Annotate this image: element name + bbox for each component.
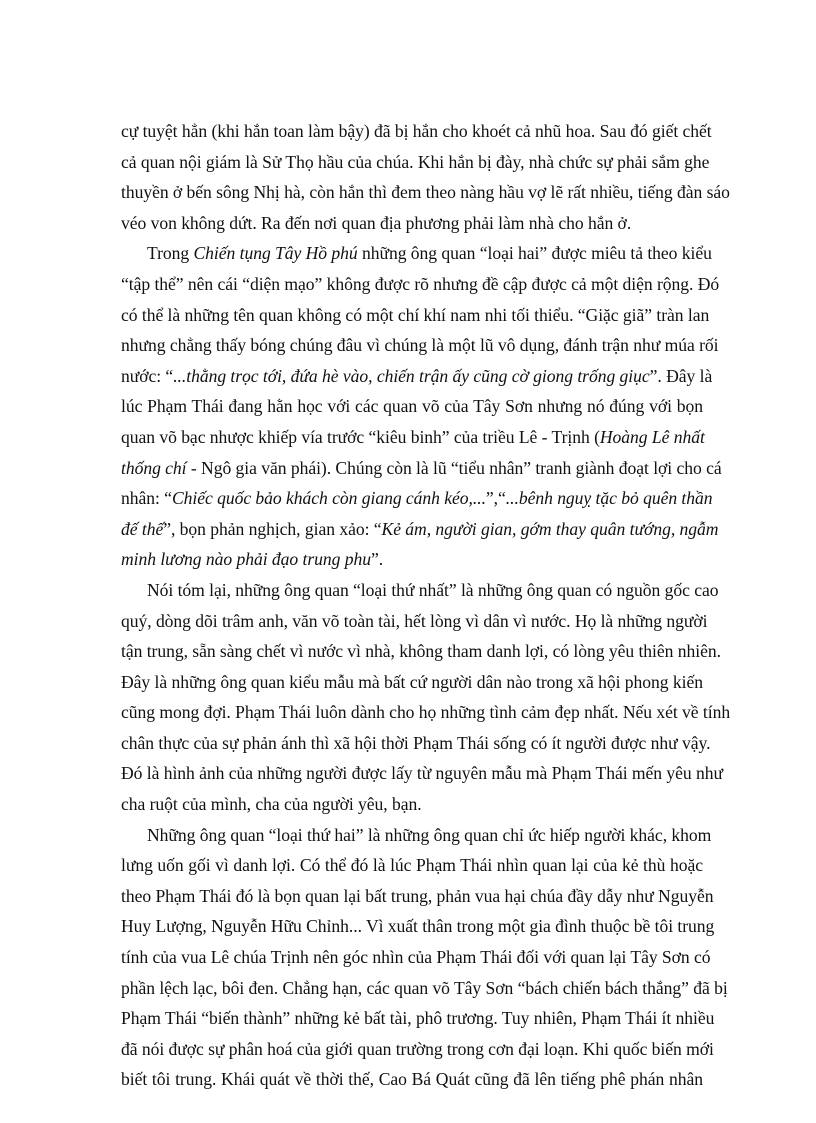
italic-text-segment: đế thế [121, 518, 164, 539]
text-segment: véo von không dứt. Ra đến nơi quan địa phương phải làm nhà cho hắn ở. [121, 212, 632, 233]
text-line [121, 758, 723, 789]
text-segment: Trong [147, 243, 194, 264]
text-segment: nhân: “ [121, 488, 172, 509]
text-line [121, 728, 711, 759]
text-segment: Những ông quan “loại thứ hai” là những ông quan chỉ ức hiếp người khác, khom [147, 824, 712, 845]
text-line [121, 881, 714, 912]
text-line [121, 116, 712, 147]
italic-text-segment: Hoàng Lê nhất [599, 426, 705, 447]
text-segment: Đó là hình ảnh của những người được lấy từ nguyên mẫu mà Phạm Thái mến yêu như [121, 763, 723, 784]
text-segment: ”, bọn phản nghịch, gian xảo: “ [163, 518, 382, 539]
text-line [121, 544, 703, 575]
text-line [121, 697, 731, 728]
text-line [121, 269, 720, 300]
text-segment: ”,“ [485, 488, 506, 509]
text-line [121, 453, 722, 484]
text-segment: theo Phạm Thái đó là bọn quan lại bất trung, phản vua hại chúa đầy dẫy như Nguyễn [121, 885, 714, 906]
text-segment: cũng mong đợi. Phạm Thái luôn dành cho họ những tình cảm đẹp nhất. Nếu xét về tính [121, 702, 731, 723]
text-line [121, 300, 710, 331]
text-line [121, 606, 708, 637]
text-line [121, 177, 730, 208]
text-segment: có thể là những tên quan không có một chí khí nam nhi tối thiểu. “Giặc giã” tràn lan [121, 304, 710, 325]
text-line [121, 636, 721, 667]
text-line [121, 973, 728, 1004]
text-segment: cự tuyệt hẳn (khi hắn toan làm bậy) đã bị hắn cho khoét cả nhũ hoa. Sau đó giết chết [121, 121, 712, 141]
text-segment: tính của vua Lê chúa Trịnh nên góc nhìn của Phạm Thái đối với quan lại Tây Sơn có [121, 947, 711, 968]
italic-text-segment: Chiến tụng Tây Hồ phú [193, 243, 358, 264]
text-line [121, 850, 703, 881]
text-segment: biết tôi trung. Khái quát về thời thế, Cao Bá Quát cũng đã lên tiếng phê phán nhân [121, 1069, 703, 1090]
text-line [121, 391, 703, 422]
text-segment: những ông quan “loại hai” được miêu tả theo kiểu [357, 243, 712, 264]
text-line [121, 483, 713, 514]
text-line [121, 208, 703, 239]
text-segment: “tập thể” nên cái “diện mạo” không được rõ nhưng đề cập được cả một diện rộng. Đó [121, 273, 720, 294]
document-page [121, 116, 731, 1095]
text-line [121, 575, 719, 606]
text-segment: thuyền ở bến sông Nhị hà, còn hắn thì đem theo nàng hầu vợ lẽ rất nhiều, tiếng đàn sáo [121, 182, 730, 203]
text-segment: cha ruột của mình, cha của người yêu, bạn. [121, 794, 422, 815]
text-line [121, 1003, 715, 1034]
text-segment: Huy Lượng, Nguyễn Hữu Chỉnh... Vì xuất thân trong một gia đình thuộc bề tôi trung [121, 916, 715, 937]
text-line [121, 911, 715, 942]
italic-text-segment: minh lương nào phải đạo trung phu [121, 549, 371, 570]
text-segment: quý, dòng dõi trâm anh, văn võ toàn tài, hết lòng vì dân vì nước. Họ là những người [121, 610, 708, 631]
text-segment: cả quan nội giám là Sử Thọ hầu của chúa. Khi hắn bị đày, nhà chức sự phải sắm ghe [121, 151, 710, 172]
text-segment: Nói tóm lại, những ông quan “loại thứ nhất” là những ông quan có nguồn gốc cao [147, 579, 719, 600]
text-segment: chân thực của sự phản ánh thì xã hội thời Phạm Thái sống có ít người được như vậy. [121, 732, 711, 753]
text-line [121, 514, 719, 545]
italic-text-segment: thống chí [121, 457, 187, 478]
text-segment: lúc Phạm Thái đang hằn học với các quan võ của Tây Sơn nhưng nó đúng với bọn [121, 396, 703, 417]
text-segment: Phạm Thái “biến thành” những kẻ bất tài, phô trương. Tuy nhiên, Phạm Thái ít nhiều [121, 1008, 715, 1029]
text-segment: nước: “ [121, 365, 174, 386]
text-segment: ”. [370, 549, 384, 570]
text-segment: Đây là những ông quan kiểu mẫu mà bất cứ người dân nào trong xã hội phong kiến [121, 671, 703, 692]
text-segment: ”. Đây là [649, 365, 713, 386]
text-line [121, 942, 711, 973]
text-line [121, 147, 710, 178]
text-line [121, 330, 719, 361]
italic-text-segment: Chiếc quốc bảo khách còn giang cánh kéo,... [171, 488, 486, 509]
italic-text-segment: ...thằng trọc tới, đứa hè vào, chiến trận ấy cũng cờ giong trống giục [173, 365, 650, 386]
text-line [121, 238, 712, 269]
text-segment: đã nói được sự phân hoá của giới quan trường trong cơn đại loạn. Khi quốc biến mới [121, 1038, 714, 1059]
text-line [121, 789, 703, 820]
italic-text-segment: Kẻ ám, người gian, gớm thay quân tướng, ngẫm [381, 518, 719, 539]
text-line [121, 1034, 714, 1065]
text-segment: lưng uốn gối vì danh lợi. Có thể đó là lúc Phạm Thái nhìn quan lại của kẻ thù hoặc [121, 855, 703, 876]
text-segment: nhưng chẳng thấy bóng chúng đâu vì chúng là một lũ vô dụng, đánh trận như múa rối [121, 335, 719, 356]
text-segment: - Ngô gia văn phái). Chúng còn là lũ “tiểu nhân” tranh giành đoạt lợi cho cá [186, 457, 722, 478]
text-line [121, 361, 713, 392]
text-segment: phần lệch lạc, bôi đen. Chẳng hạn, các quan võ Tây Sơn “bách chiến bách thắng” đã bị [121, 977, 728, 998]
text-line [121, 1064, 703, 1095]
text-segment: tận trung, sẵn sàng chết vì nước vì nhà, không tham danh lợi, có lòng yêu thiên nhiên. [121, 641, 721, 662]
text-line [121, 422, 703, 453]
text-line [121, 667, 703, 698]
text-line [121, 820, 712, 851]
italic-text-segment: ...bênh nguỵ tặc bỏ quên thần [505, 488, 713, 509]
text-segment: quan võ bạc nhược khiếp vía trước “kiêu binh” của triều Lê - Trịnh ( [121, 426, 600, 447]
